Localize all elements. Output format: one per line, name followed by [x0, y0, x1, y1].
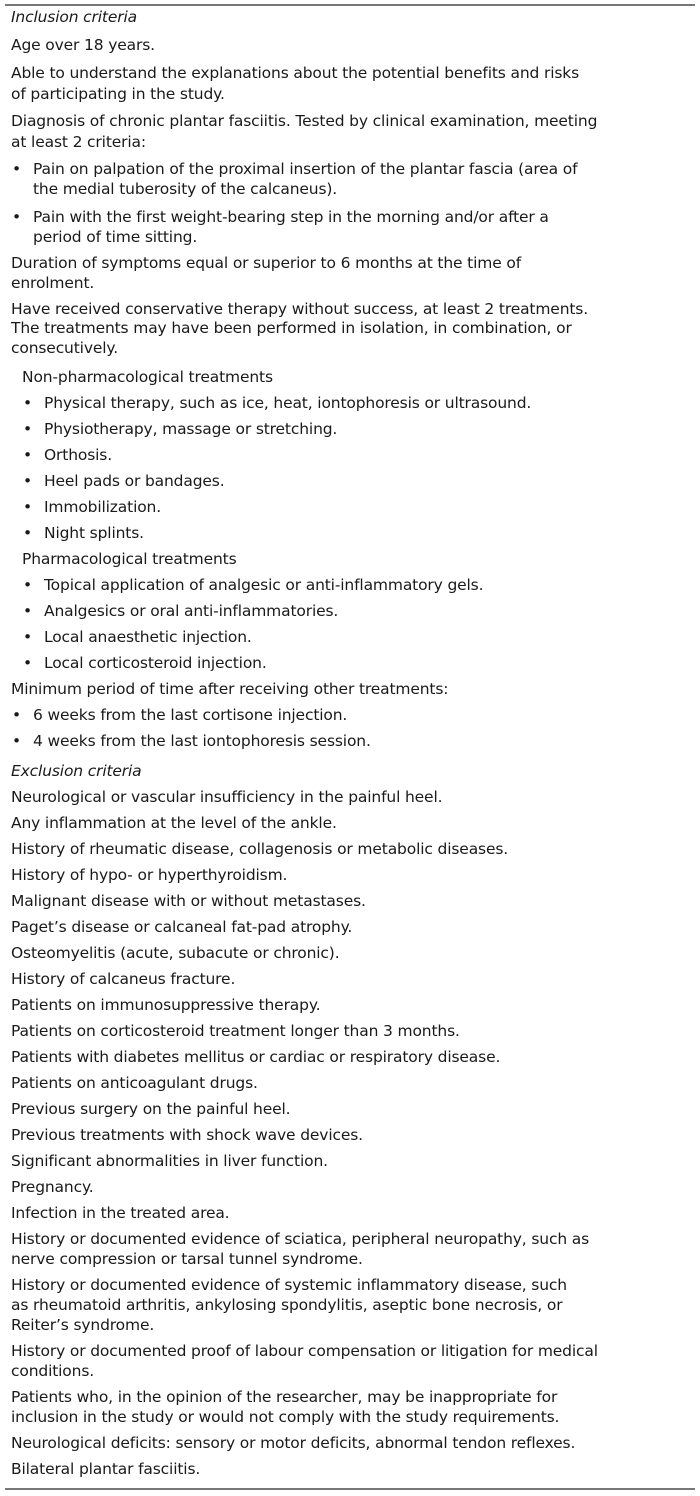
- criteria-line: [11, 1389, 697, 1406]
- criteria-line: [11, 1049, 697, 1066]
- line-text: Neurological or vascular insufficiency in the painful heel.: [11, 788, 443, 806]
- bullet-item: [11, 209, 697, 226]
- criteria-line: [11, 301, 697, 318]
- bullet-item: [11, 629, 697, 646]
- bullet-continuation: [11, 181, 697, 198]
- line-text: Physical therapy, such as ice, heat, iontophoresis or ultrasound.: [44, 394, 532, 412]
- line-text: History or documented evidence of systemic inflammatory disease, such: [11, 1276, 567, 1294]
- bullet-icon: •: [23, 420, 32, 438]
- line-text: Local anaesthetic injection.: [44, 628, 252, 646]
- line-text: Paget’s disease or calcaneal fat-pad atrophy.: [11, 918, 353, 936]
- bullet-icon: •: [23, 602, 32, 620]
- bullet-icon: •: [23, 472, 32, 490]
- bullet-item: [11, 473, 697, 490]
- criteria-line: [11, 997, 697, 1014]
- bullet-item: [11, 421, 697, 438]
- line-text: Night splints.: [44, 524, 144, 542]
- line-text: Bilateral plantar fasciitis.: [11, 1460, 201, 1478]
- treatment-group-label: [11, 369, 697, 386]
- line-text: Patients on corticosteroid treatment longer than 3 months.: [11, 1022, 460, 1040]
- line-text: Analgesics or oral anti-inflammatories.: [44, 602, 339, 620]
- bullet-item: [11, 161, 697, 178]
- bullet-icon: •: [23, 654, 32, 672]
- line-text: Pain on palpation of the proximal insertion of the plantar fascia (area of: [33, 160, 578, 178]
- criteria-line: [11, 1409, 697, 1426]
- criteria-line: [11, 1435, 697, 1452]
- line-text: 4 weeks from the last iontophoresis session.: [33, 732, 371, 750]
- line-text: Able to understand the explanations about the potential benefits and risks: [11, 64, 580, 82]
- criteria-line: [11, 841, 697, 858]
- criteria-line: [11, 1277, 697, 1294]
- line-text: History of calcaneus fracture.: [11, 970, 236, 988]
- bullet-item: [11, 447, 697, 464]
- line-text: Non-pharmacological treatments: [22, 368, 273, 386]
- criteria-line: [11, 1317, 697, 1334]
- line-text: The treatments may have been performed in isolation, in combination, or: [11, 319, 572, 337]
- criteria-line: [11, 971, 697, 988]
- line-text: Physiotherapy, massage or stretching.: [44, 420, 338, 438]
- bullet-icon: •: [12, 160, 21, 178]
- line-text: Patients on immunosuppressive therapy.: [11, 996, 321, 1014]
- criteria-line: [11, 815, 697, 832]
- criteria-line: [11, 134, 697, 151]
- line-text: History or documented proof of labour compensation or litigation for medical: [11, 1342, 598, 1360]
- bullet-icon: •: [23, 498, 32, 516]
- line-text: of participating in the study.: [11, 85, 225, 103]
- bullet-item: [11, 577, 697, 594]
- bullet-item: [11, 603, 697, 620]
- bullet-item: [11, 499, 697, 516]
- bullet-icon: •: [23, 394, 32, 412]
- criteria-line: [11, 1343, 697, 1360]
- line-text: Topical application of analgesic or anti-inflammatory gels.: [44, 576, 484, 594]
- line-text: Immobilization.: [44, 498, 162, 516]
- exclusion-heading: [11, 763, 697, 780]
- line-text: Patients with diabetes mellitus or cardiac or respiratory disease.: [11, 1048, 501, 1066]
- line-text: Pharmacological treatments: [22, 550, 237, 568]
- bullet-item: [11, 707, 697, 724]
- line-text: Patients on anticoagulant drugs.: [11, 1074, 258, 1092]
- line-text: Heel pads or bandages.: [44, 472, 225, 490]
- bullet-item: [11, 525, 697, 542]
- criteria-line: [11, 1461, 697, 1478]
- criteria-line: [11, 1297, 697, 1314]
- line-text: at least 2 criteria:: [11, 133, 146, 151]
- line-text: Patients who, in the opinion of the researcher, may be inappropriate for: [11, 1388, 558, 1406]
- criteria-line: [11, 1363, 697, 1380]
- criteria-line: [11, 919, 697, 936]
- line-text: Diagnosis of chronic plantar fasciitis. Tested by clinical examination, meeting: [11, 112, 598, 130]
- line-text: Duration of symptoms equal or superior to 6 months at the time of: [11, 254, 521, 272]
- line-text: 6 weeks from the last cortisone injection.: [33, 706, 348, 724]
- bullet-icon: •: [23, 576, 32, 594]
- criteria-line: [11, 1153, 697, 1170]
- criteria-line: [11, 1251, 697, 1268]
- bullet-icon: •: [23, 446, 32, 464]
- criteria-line: [11, 113, 697, 130]
- bullet-item: [11, 655, 697, 672]
- criteria-line: [11, 681, 697, 698]
- line-text: Reiter’s syndrome.: [11, 1316, 155, 1334]
- line-text: the medial tuberosity of the calcaneus).: [33, 180, 338, 198]
- bullet-item: [11, 733, 697, 750]
- criteria-line: [11, 320, 697, 337]
- bottom-rule: [5, 1488, 695, 1490]
- criteria-line: [11, 1179, 697, 1196]
- inclusion-heading: [11, 9, 697, 26]
- line-text: Have received conservative therapy without success, at least 2 treatments.: [11, 300, 588, 318]
- criteria-line: [11, 789, 697, 806]
- line-text: History or documented evidence of sciatica, peripheral neuropathy, such as: [11, 1230, 590, 1248]
- line-text: Infection in the treated area.: [11, 1204, 230, 1222]
- top-rule: [5, 4, 695, 6]
- line-text: Pain with the first weight-bearing step in the morning and/or after a: [33, 208, 549, 226]
- bullet-item: [11, 395, 697, 412]
- criteria-line: [11, 86, 697, 103]
- bullet-icon: •: [12, 208, 21, 226]
- line-text: inclusion in the study or would not comply with the study requirements.: [11, 1408, 560, 1426]
- line-text: as rheumatoid arthritis, ankylosing spondylitis, aseptic bone necrosis, or: [11, 1296, 563, 1314]
- line-text: Pregnancy.: [11, 1178, 94, 1196]
- line-text: conditions.: [11, 1362, 95, 1380]
- line-text: period of time sitting.: [33, 228, 198, 246]
- criteria-line: [11, 65, 697, 82]
- line-text: consecutively.: [11, 339, 118, 357]
- line-text: Local corticosteroid injection.: [44, 654, 267, 672]
- bullet-icon: •: [23, 628, 32, 646]
- line-text: Age over 18 years.: [11, 36, 155, 54]
- criteria-line: [11, 867, 697, 884]
- treatment-group-label: [11, 551, 697, 568]
- line-text: Any inflammation at the level of the ankle.: [11, 814, 337, 832]
- line-text: History of rheumatic disease, collagenosis or metabolic diseases.: [11, 840, 509, 858]
- line-text: Previous treatments with shock wave devices.: [11, 1126, 363, 1144]
- line-text: Osteomyelitis (acute, subacute or chronic).: [11, 944, 340, 962]
- criteria-line: [11, 1127, 697, 1144]
- criteria-line: [11, 1205, 697, 1222]
- criteria-line: [11, 1101, 697, 1118]
- line-text: nerve compression or tarsal tunnel syndrome.: [11, 1250, 363, 1268]
- line-text: Inclusion criteria: [11, 8, 137, 26]
- line-text: Malignant disease with or without metastases.: [11, 892, 366, 910]
- line-text: Minimum period of time after receiving other treatments:: [11, 680, 449, 698]
- criteria-line: [11, 1231, 697, 1248]
- line-text: enrolment.: [11, 274, 95, 292]
- line-text: History of hypo- or hyperthyroidism.: [11, 866, 288, 884]
- line-text: Neurological deficits: sensory or motor deficits, abnormal tendon reflexes.: [11, 1434, 576, 1452]
- bullet-continuation: [11, 229, 697, 246]
- criteria-line: [11, 893, 697, 910]
- criteria-line: [11, 1023, 697, 1040]
- line-text: Previous surgery on the painful heel.: [11, 1100, 291, 1118]
- criteria-line: [11, 945, 697, 962]
- line-text: Orthosis.: [44, 446, 112, 464]
- bullet-icon: •: [12, 706, 21, 724]
- criteria-line: [11, 255, 697, 272]
- line-text: Significant abnormalities in liver function.: [11, 1152, 328, 1170]
- bullet-icon: •: [12, 732, 21, 750]
- criteria-line: [11, 340, 697, 357]
- criteria-line: [11, 1075, 697, 1092]
- bullet-icon: •: [23, 524, 32, 542]
- criteria-line: [11, 37, 697, 54]
- line-text: Exclusion criteria: [11, 762, 142, 780]
- criteria-line: [11, 275, 697, 292]
